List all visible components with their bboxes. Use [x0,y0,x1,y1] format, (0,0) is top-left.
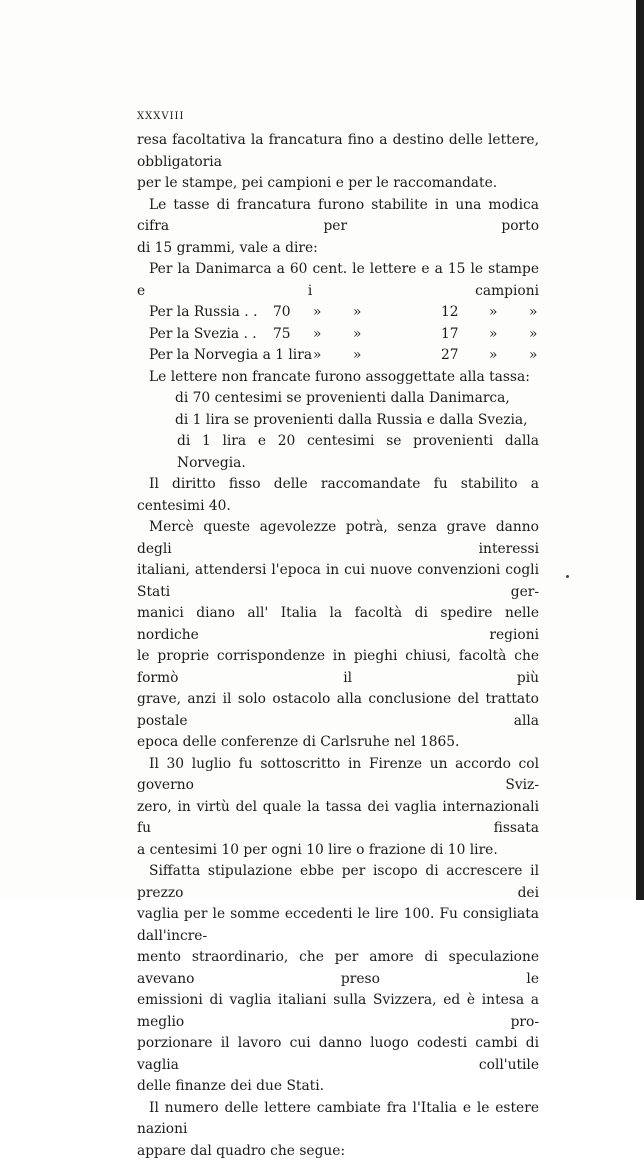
ditto-mark: » [529,302,537,324]
text-line: resa facoltativa la francatura fino a destino delle lettere, obbligatoria [137,130,539,173]
page-number: XXXVIII [137,111,184,122]
ditto-mark: » [489,324,529,346]
text-line: Il 30 luglio fu sottoscritto in Firenze un accordo col governo Sviz- [137,754,539,797]
text-line: per le stampe, pei campioni e per le raccomandate. [137,173,539,195]
text-line: Le tasse di francatura furono stabilite in una modica cifra per porto [137,195,539,238]
text-line: Siffatta stipulazione ebbe per iscopo di accrescere il prezzo dei [137,861,539,904]
text-line: manici diano all' Italia la facoltà di spedire nelle nordiche regioni [137,603,539,646]
rate-country: Per la Svezia . . [149,324,273,346]
ditto-mark: » [313,302,353,324]
text-line: Mercè queste agevolezze potrà, senza grave danno degli interessi [137,517,539,560]
ditto-mark: » [353,302,441,324]
text-line: vaglia per le somme eccedenti le lire 100. Fu consigliata dall'incre- [137,904,539,947]
ditto-mark: » [313,324,353,346]
text-line: zero, in virtù del quale la tassa dei vaglia internazionali fu fissata [137,797,539,840]
rate-prints: 27 [441,345,489,367]
rate-row-sweden [137,324,539,346]
text-line: di 1 lira e 20 centesimi se provenienti dalla Norvegia. [137,431,539,474]
text-line: epoca delle conferenze di Carlsruhe nel 1865. [137,732,539,754]
rate-country: Per la Norvegia a 1 lira [149,345,313,367]
rate-row-norway [137,345,539,367]
text-line: di 1 lira se provenienti dalla Russia e dalla Svezia, [137,410,539,432]
text-line: emissioni di vaglia italiani sulla Svizzera, ed è intesa a meglio pro- [137,990,539,1033]
text-line: Il numero delle lettere cambiate fra l'Italia e le estere nazioni [137,1098,539,1141]
text-line: appare dal quadro che segue: [137,1141,539,1162]
text-line: delle finanze dei due Stati. [137,1076,539,1098]
text-line: mento straordinario, che per amore di speculazione avevano preso le [137,947,539,990]
ditto-mark: » [489,345,529,367]
ditto-mark: » [313,345,353,367]
text-line: Le lettere non francate furono assoggettate alla tassa: [137,367,539,389]
rate-prints: 17 [441,324,489,346]
ditto-mark: » [353,345,441,367]
text-line: di 70 centesimi se provenienti dalla Danimarca, [137,388,539,410]
rate-row-russia [137,302,539,324]
ditto-mark: » [529,324,537,346]
rate-country: Per la Russia . . [149,302,273,324]
text-line: italiani, attendersi l'epoca in cui nuove convenzioni cogli Stati ger- [137,560,539,603]
rate-letters: 75 [273,324,313,346]
text-line: di 15 grammi, vale a dire: [137,238,539,260]
ditto-mark: » [489,302,529,324]
ditto-mark: » [353,324,441,346]
scan-edge [636,0,644,900]
text-line: le proprie corrispondenze in pieghi chiusi, facoltà che formò il più [137,646,539,689]
text-line: porzionare il lavoro cui danno luogo codesti cambi di vaglia coll'utile [137,1033,539,1076]
stray-mark [566,575,569,578]
body-text [137,130,539,1162]
rate-letters: 70 [273,302,313,324]
rate-prints: 12 [441,302,489,324]
ditto-mark: » [529,345,537,367]
text-line: grave, anzi il solo ostacolo alla conclusione del trattato postale alla [137,689,539,732]
text-line: a centesimi 10 per ogni 10 lire o frazione di 10 lire. [137,840,539,862]
text-line: Per la Danimarca a 60 cent. le lettere e a 15 le stampe e i campioni [137,259,539,302]
text-line: Il diritto fisso delle raccomandate fu stabilito a centesimi 40. [137,474,539,517]
